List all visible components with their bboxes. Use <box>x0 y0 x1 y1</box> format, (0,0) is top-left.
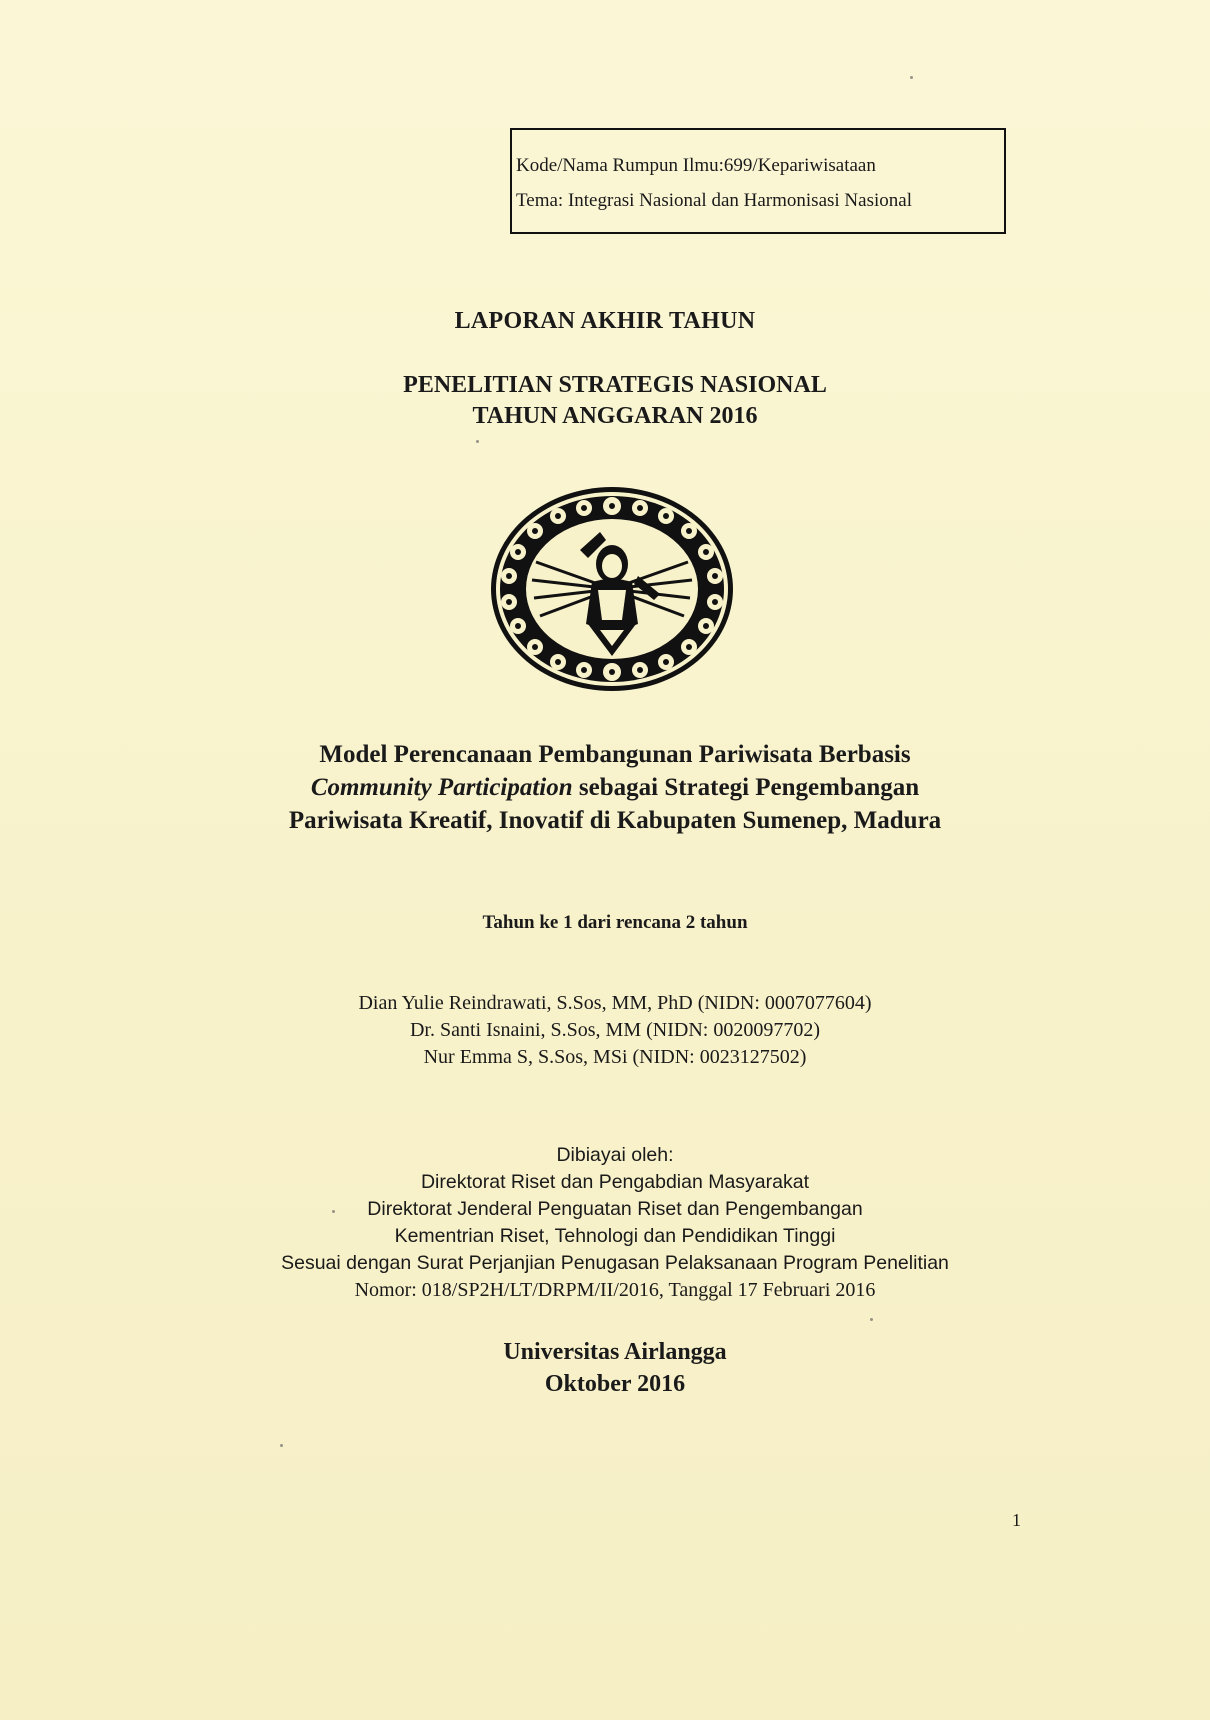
program-line-2: TAHUN ANGGARAN 2016 <box>472 403 758 429</box>
title-italic-term: Community Participation <box>310 774 573 801</box>
author-2: Dr. Santi Isnaini, S.Sos, MM (NIDN: 0020097702) <box>409 1019 820 1041</box>
theme-line: Tema: Integrasi Nasional dan Harmonisasi Nasional <box>516 190 912 211</box>
title-line-2 <box>10 771 1210 804</box>
title-line-2-rest: sebagai Strategi Pengembangan <box>572 774 920 801</box>
funding-line: Kementrian Riset, Tehnologi dan Pendidikan Tinggi <box>394 1225 836 1247</box>
author-3: Nur Emma S, S.Sos, MSi (NIDN: 0023127502) <box>423 1046 807 1068</box>
title-line-1: Model Perencanaan Pembangunan Pariwisata Berbasis <box>319 741 911 768</box>
institution-name: Universitas Airlangga <box>503 1339 727 1365</box>
report-type-heading: LAPORAN AKHIR TAHUN <box>454 308 756 334</box>
university-seal-icon <box>488 484 736 694</box>
paper-speck <box>476 440 479 443</box>
program-line-1: PENELITIAN STRATEGIS NASIONAL <box>403 372 827 398</box>
funding-label: Dibiayai oleh: <box>556 1144 674 1166</box>
funding-contract-number: Nomor: 018/SP2H/LT/DRPM/II/2016, Tanggal 17 Februari 2016 <box>354 1279 876 1301</box>
paper-speck <box>870 1318 873 1321</box>
paper-speck <box>280 1444 283 1447</box>
title-line-3: Pariwisata Kreatif, Inovatif di Kabupaten Sumenep, Madura <box>288 807 942 834</box>
year-note: Tahun ke 1 dari rencana 2 tahun <box>482 912 748 933</box>
report-date: Oktober 2016 <box>544 1371 686 1397</box>
paper-speck <box>910 76 913 79</box>
funding-line: Sesuai dengan Surat Perjanjian Penugasan Pelaksanaan Program Penelitian <box>281 1252 949 1274</box>
institution-block <box>10 1336 1210 1400</box>
page-number: 1 <box>1012 1510 1021 1530</box>
funding-line: Direktorat Jenderal Penguatan Riset dan Pengembangan <box>367 1198 863 1220</box>
funding-line: Direktorat Riset dan Pengabdian Masyarakat <box>420 1171 810 1193</box>
paper-speck <box>332 1210 335 1213</box>
author-list <box>10 990 1210 1071</box>
subject-code-box <box>510 128 1006 234</box>
author-1: Dian Yulie Reindrawati, S.Sos, MM, PhD (NIDN: 0007077604) <box>358 992 872 1014</box>
research-title <box>10 738 1210 837</box>
subject-code-line: Kode/Nama Rumpun Ilmu:699/Kepariwisataan <box>516 155 876 176</box>
funding-block <box>10 1142 1210 1304</box>
program-heading <box>10 370 1210 432</box>
